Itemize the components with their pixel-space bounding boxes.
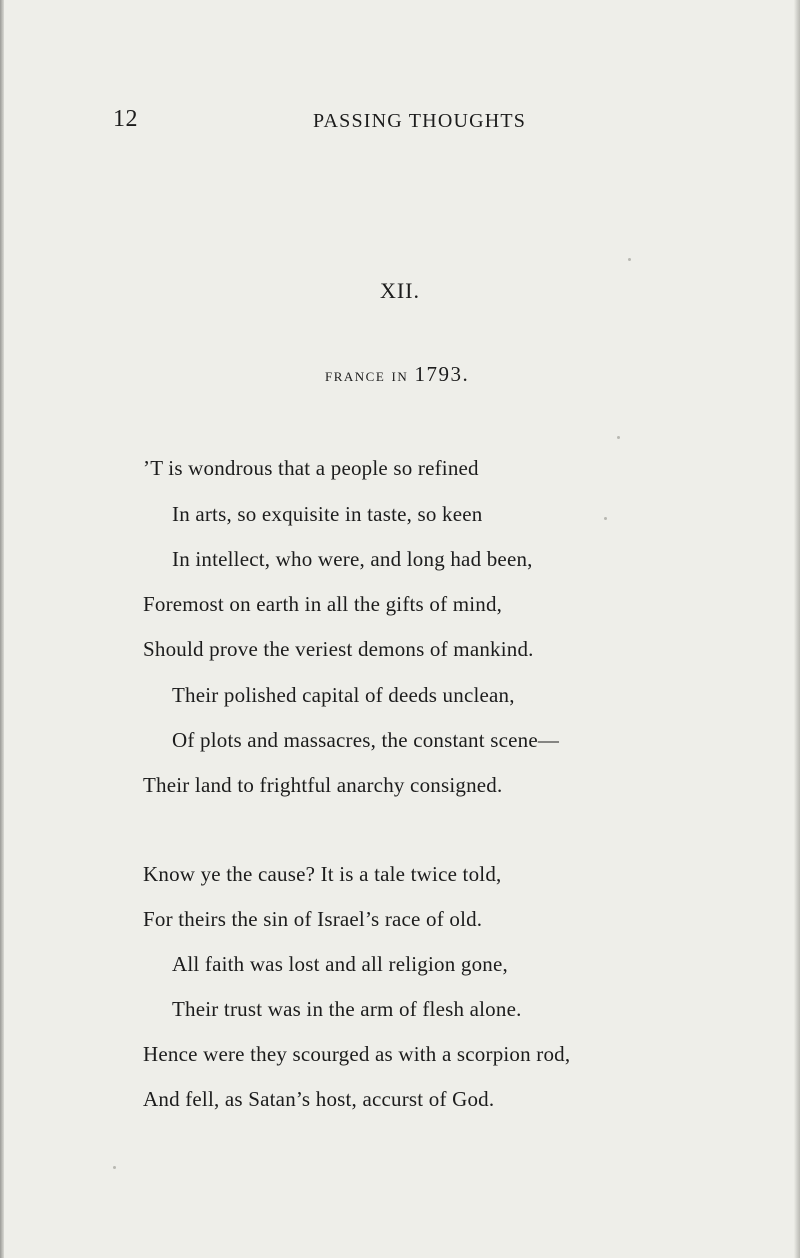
poem-title	[325, 362, 469, 387]
poem-line: Of plots and massacres, the constant scene—	[172, 728, 560, 752]
poem-line: Their polished capital of deeds unclean,	[172, 683, 515, 707]
paper-speck	[617, 436, 620, 439]
running-head: PASSING THOUGHTS	[313, 110, 527, 132]
poem-line: Should prove the veriest demons of mankind.	[143, 637, 534, 661]
poem-number: XII.	[379, 278, 421, 303]
poem-line: ’T is wondrous that a people so refined	[143, 456, 479, 480]
poem-line: Hence were they scourged as with a scorpion rod,	[143, 1042, 571, 1066]
poem-line: And fell, as Satan’s host, accurst of God.	[143, 1087, 495, 1111]
page-number: 12	[113, 106, 138, 132]
poem-line: In intellect, who were, and long had been,	[172, 547, 533, 571]
poem-title-year: 1793.	[414, 362, 470, 386]
paper-speck	[113, 1166, 116, 1169]
poem-line: Know ye the cause? It is a tale twice told,	[143, 862, 502, 886]
poem-title-words: france in	[325, 365, 409, 386]
paper-speck	[628, 258, 631, 261]
poem-line: Foremost on earth in all the gifts of mind,	[143, 592, 503, 616]
poem-line: All faith was lost and all religion gone,	[172, 952, 508, 976]
poem-line: In arts, so exquisite in taste, so keen	[172, 502, 483, 526]
poem-line: For theirs the sin of Israel’s race of old.	[143, 907, 483, 931]
page-right-edge-shadow	[794, 0, 800, 1258]
page-left-edge-shadow	[0, 0, 4, 1258]
poem-line: Their trust was in the arm of flesh alone.	[172, 997, 522, 1021]
poem-line: Their land to frightful anarchy consigned.	[143, 773, 503, 797]
paper-speck	[604, 517, 607, 520]
